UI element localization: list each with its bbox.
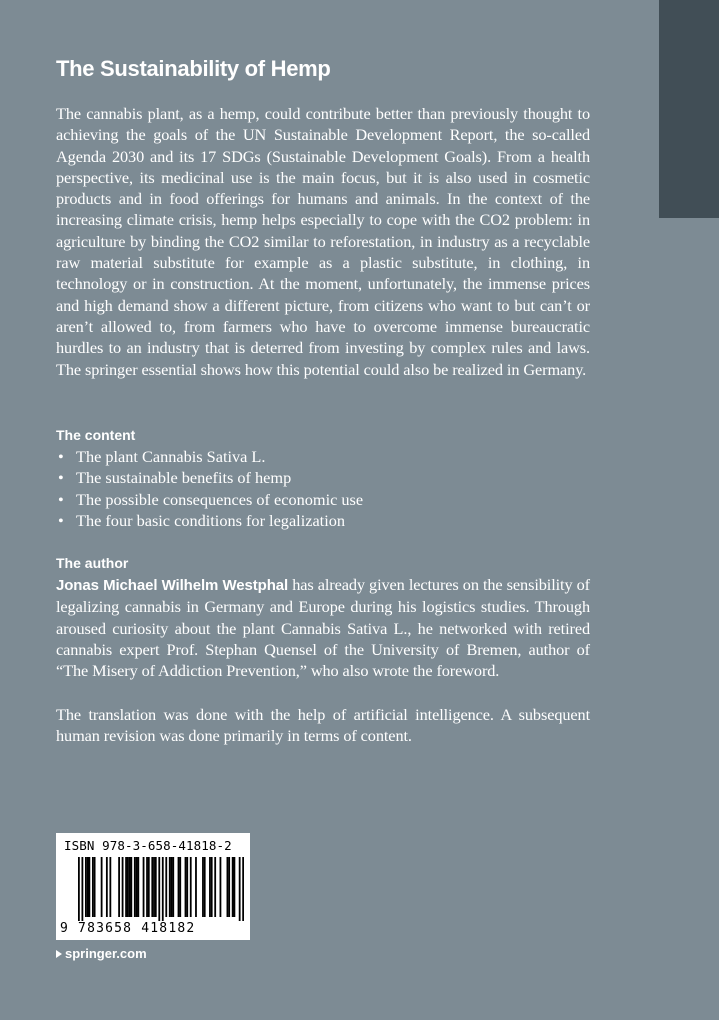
barcode-bar: [232, 857, 234, 917]
barcode-bar: [228, 857, 230, 917]
barcode-bar: [162, 857, 164, 921]
content-item: • The sustainable benefits of hemp: [56, 467, 363, 488]
barcode-bar: [148, 857, 150, 917]
content-item: • The plant Cannabis Sativa L.: [56, 446, 363, 467]
barcode-bar: [186, 857, 188, 917]
barcode-bar: [127, 857, 129, 917]
barcode-bar: [136, 857, 138, 917]
barcode-bar: [109, 857, 111, 917]
barcode-bar: [239, 857, 241, 921]
barcode-bar: [81, 857, 83, 921]
barcode-bar: [122, 857, 124, 917]
barcode-bar: [209, 857, 211, 917]
side-color-tab: [659, 0, 719, 218]
translation-note: The translation was done with the help of artificial intelligence. A subsequent human revision was done primarily in terms of content.: [56, 705, 590, 746]
isbn-label: ISBN 978-3-658-41818-2: [64, 838, 232, 853]
barcode-bar: [202, 857, 204, 917]
barcode-bar: [227, 857, 229, 917]
barcode-bar: [172, 857, 174, 917]
author-paragraph: [56, 574, 590, 681]
barcode-bar: [143, 857, 145, 917]
barcode-bar: [92, 857, 94, 917]
barcode-bar: [85, 857, 87, 917]
barcode-bar: [88, 857, 90, 917]
barcode-bar: [130, 857, 132, 917]
barcode-bar: [234, 857, 236, 917]
barcode-bar: [158, 857, 160, 921]
content-item: • The four basic conditions for legalization: [56, 510, 363, 531]
barcode-bar: [190, 857, 192, 917]
author-heading: The author: [56, 555, 129, 571]
barcode-bar: [125, 857, 127, 917]
barcode-bar: [179, 857, 181, 917]
author-bio: has already given lectures on the sensibility of legalizing cannabis in Germany and Europe during his logistics studies. Through aroused curiosity about the plant Cannabis Sativa L., he networked with retired cannabis expert Prof. Stephan Quensel of the University of Bremen, author of “The Misery of Addiction Prevention,” who also wrote the foreword.: [56, 575, 590, 681]
barcode-bar: [178, 857, 180, 917]
barcode-bar: [137, 857, 139, 917]
barcode-bar: [101, 857, 103, 917]
barcode-bar: [134, 857, 136, 917]
barcode-bar: [185, 857, 187, 917]
barcode-bar: [151, 857, 153, 917]
arrow-right-icon: [56, 950, 62, 958]
barcode-bar: [220, 857, 222, 917]
barcode-bar: [78, 857, 80, 921]
barcode-bar: [204, 857, 206, 917]
publisher-label: springer.com: [65, 946, 147, 961]
barcode-bar: [195, 857, 197, 917]
author-name: Jonas Michael Wilhelm Westphal: [56, 577, 289, 594]
barcode-bar: [171, 857, 173, 917]
barcode-bar: [129, 857, 131, 917]
barcode-bar: [146, 857, 148, 917]
content-item: • The possible consequences of economic use: [56, 489, 363, 510]
barcode-bar: [106, 857, 108, 917]
content-heading: The content: [56, 427, 136, 443]
barcode-digits: 9 783658 418182: [60, 921, 196, 936]
publisher-link[interactable]: [56, 946, 147, 961]
barcode-bar: [169, 857, 171, 917]
barcode-bar: [165, 857, 167, 917]
barcode-bar: [153, 857, 155, 917]
barcode-bar: [118, 857, 120, 917]
back-cover-title: The Sustainability of Hemp: [56, 56, 331, 81]
intro-paragraph: The cannabis plant, as a hemp, could contribute better than previously thought to achieving the goals of the UN Sustainable Development Report, the so-called Agenda 2030 and its 17 SDGs (Sustainable Development Goals). From a health perspective, its medicinal use is the main focus, but it is also used in cosmetic products and in food offerings for humans and animals. In the context of the increasing climate crisis, hemp helps especially to cope with the CO2 problem: in agriculture by binding the CO2 similar to reforestation, in industry as a recyclable raw material substitute for example as a plastic substitute, in clothing, in technology or in construction. At the moment, unfortunately, the immense prices and high demand show a different picture, from citizens who want to but can’t or aren’t allowed to, from farmers who have to overcome immense bureaucratic hurdles to an industry that is deterred from investing by complex rules and laws. The springer essential shows how this potential could also be realized in Germany.: [56, 104, 590, 379]
content-list: [56, 446, 363, 531]
barcode-bar: [87, 857, 89, 917]
barcode-bar: [214, 857, 216, 917]
isbn-barcode: [56, 833, 250, 940]
barcode-bar: [242, 857, 244, 921]
barcode-bar: [94, 857, 96, 917]
barcode-bar: [211, 857, 213, 917]
barcode-bar: [155, 857, 157, 917]
barcode-bars: [78, 857, 244, 921]
